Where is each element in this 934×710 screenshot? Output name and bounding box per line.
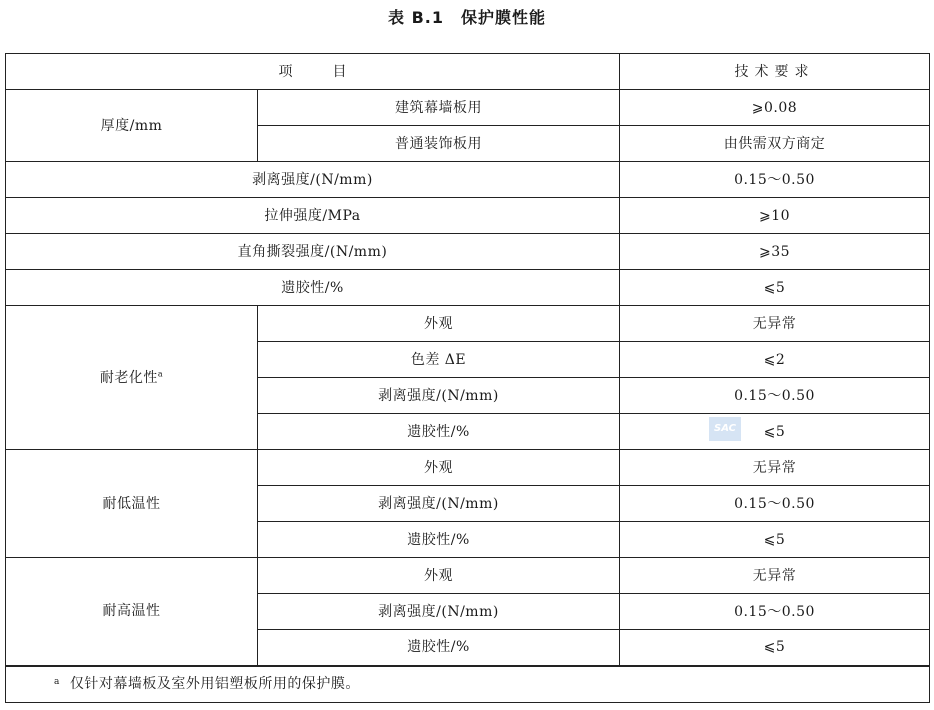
protective-film-performance-table: [5, 53, 930, 703]
high-temp-peel-value: 0.15～0.50: [620, 594, 930, 630]
tear-strength-label: 直角撕裂强度/(N/mm): [6, 234, 620, 270]
peel-strength-value: 0.15～0.50: [620, 162, 930, 198]
header-item-char-a: 项: [278, 63, 293, 80]
high-temp-appearance-value: 无异常: [620, 558, 930, 594]
low-temp-residue-value: ⩽5: [620, 522, 930, 558]
header-item: [6, 54, 620, 90]
header-requirement: 技术要求: [620, 54, 930, 90]
aging-label-text: 耐老化性: [99, 369, 158, 386]
sac-watermark-logo: SAC: [709, 417, 741, 441]
aging-residue-label: 遗胶性/%: [258, 414, 620, 450]
low-temp-appearance-value: 无异常: [620, 450, 930, 486]
aging-residue-value: ⩽5: [620, 414, 930, 450]
residue-value: ⩽5: [620, 270, 930, 306]
footnote-row: [6, 666, 930, 703]
aging-label: [6, 306, 258, 450]
thickness-curtain-wall-value: ⩾0.08: [620, 90, 930, 126]
high-temp-peel-label: 剥离强度/(N/mm): [258, 594, 620, 630]
table-row: [6, 162, 930, 198]
thickness-label: 厚度/mm: [6, 90, 258, 162]
aging-appearance-value: 无异常: [620, 306, 930, 342]
tensile-strength-value: ⩾10: [620, 198, 930, 234]
thickness-decorative-value: 由供需双方商定: [620, 126, 930, 162]
tensile-strength-label: 拉伸强度/MPa: [6, 198, 620, 234]
low-temp-residue-label: 遗胶性/%: [258, 522, 620, 558]
thickness-curtain-wall-label: 建筑幕墙板用: [258, 90, 620, 126]
table-header-row: [6, 54, 930, 90]
table-row: [6, 234, 930, 270]
low-temp-peel-value: 0.15～0.50: [620, 486, 930, 522]
aging-footnote-mark: a: [157, 368, 164, 378]
high-temp-residue-value: ⩽5: [620, 630, 930, 666]
header-item-char-b: 目: [332, 63, 347, 80]
aging-color-diff-label: 色差 ΔE: [258, 342, 620, 378]
residue-label: 遗胶性/%: [6, 270, 620, 306]
table-row: [6, 90, 930, 126]
high-temp-label: 耐高温性: [6, 558, 258, 666]
table-row: [6, 198, 930, 234]
peel-strength-label: 剥离强度/(N/mm): [6, 162, 620, 198]
footnote: [6, 666, 930, 703]
low-temp-peel-label: 剥离强度/(N/mm): [258, 486, 620, 522]
low-temp-label: 耐低温性: [6, 450, 258, 558]
tear-strength-value: ⩾35: [620, 234, 930, 270]
high-temp-residue-label: 遗胶性/%: [258, 630, 620, 666]
aging-appearance-label: 外观: [258, 306, 620, 342]
footnote-mark: a: [54, 677, 60, 688]
aging-peel-value: 0.15～0.50: [620, 378, 930, 414]
low-temp-appearance-label: 外观: [258, 450, 620, 486]
table-row: [6, 558, 930, 594]
table-row: [6, 450, 930, 486]
table-caption: 表 B.1 保护膜性能: [388, 8, 546, 27]
table-row: [6, 270, 930, 306]
thickness-decorative-label: 普通装饰板用: [258, 126, 620, 162]
aging-color-diff-value: ⩽2: [620, 342, 930, 378]
aging-peel-label: 剥离强度/(N/mm): [258, 378, 620, 414]
footnote-text: 仅针对幕墙板及室外用铝塑板所用的保护膜。: [69, 676, 360, 693]
high-temp-appearance-label: 外观: [258, 558, 620, 594]
table-row: [6, 306, 930, 342]
